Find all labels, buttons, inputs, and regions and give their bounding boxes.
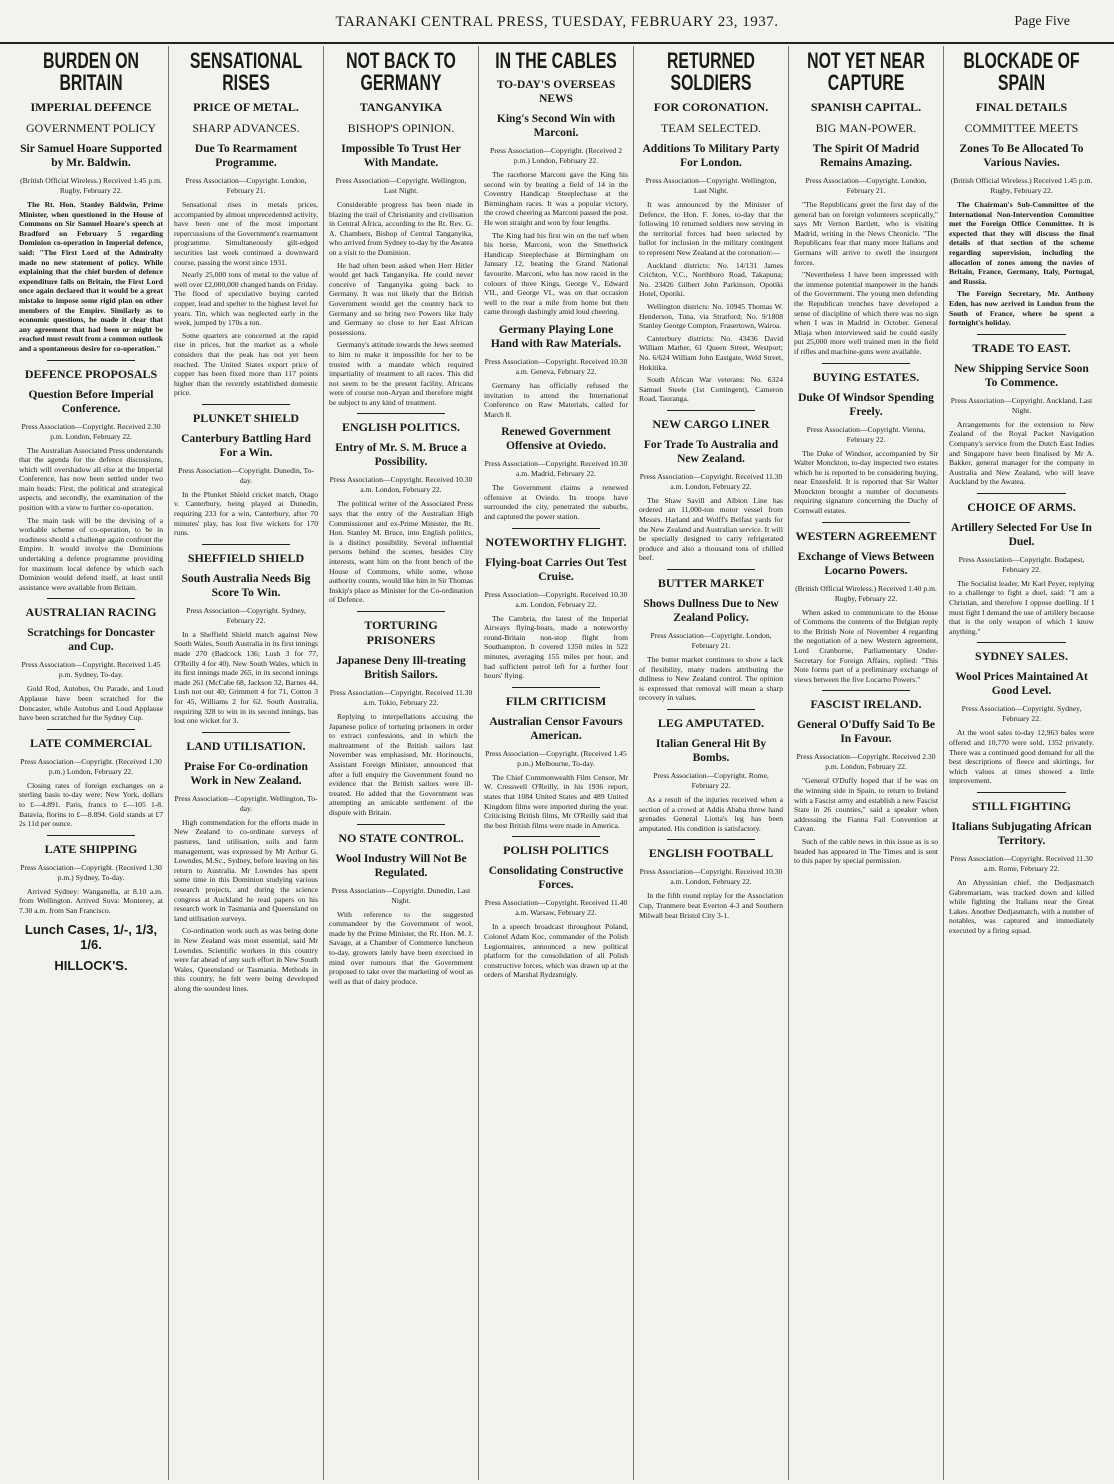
deck: Question Before Imperial Conference.: [28, 388, 154, 415]
section-heading: IMPERIAL DEFENCE: [30, 100, 152, 114]
dateline: Press Association—Copyright. London, February 21.: [805, 176, 927, 195]
headline: IN THE CABLES: [495, 48, 617, 73]
column-1: [14, 46, 169, 1480]
body-paragraph: The Chief Commonwealth Film Censor, Mr W. Cresswell O'Reilly, in his 1936 report, states that 1084 United States and 489 United Kingdom films were imported during the year. Criticising British films, Mr O'Reilly said that the best British films were made in America.: [484, 772, 628, 830]
body-paragraph: Sensational rises in metals prices, accompanied by almost unprecedented activity, have been one of the most important repercussions of the Government's rearmament programme. Simultaneously gilt-edged securities last week continued a downward course, passing the worst since 1931.: [174, 200, 318, 267]
dateline: Press Association—Copyright. Received 10.30 a.m. London, February 22.: [484, 589, 628, 609]
dateline: Press Association—Copyright. Received 10.30 a.m. London, February 22.: [639, 867, 783, 887]
section-heading: NO STATE CONTROL.: [338, 830, 464, 845]
body-paragraph: The Socialist leader, Mr Karl Peyer, replying to a challenge to fight a duel, said: "I am a Christian, and therefore I oppose duelling. If I must fight I demand the use of artillery because that is the only weapon of which I know anything.": [949, 578, 1094, 636]
section-heading: WESTERN AGREEMENT: [795, 528, 937, 543]
deck: Additions To Military Party For London.: [642, 143, 780, 169]
body-paragraph-bold: The Foreign Secretary, Mr. Anthony Eden, has now arrived in London from the South of France, where he spent a fortnight's holiday.: [949, 289, 1094, 328]
section-heading: SYDNEY SALES.: [975, 649, 1068, 664]
body-paragraph: It was announced by the Minister of Defence, the Hon. F. Jones, to-day that the following 10 returned soldiers now serving in the territorial forces had been selected by ballot for inclusion in the military contingent to represent New Zealand at the coronation:—: [639, 200, 783, 257]
body-paragraph: In the Plunket Shield cricket match, Otago v. Canterbury, being played at Dunedin, requiring 233 for a win, Canterbury, after 70 minutes' play, has lost five wickets for 170 runs.: [174, 489, 318, 538]
body-paragraph: High commendation for the efforts made in New Zealand to co-ordinate surveys of pastures, land utilisation, soils and farm management, was expressed by Mr Arthur G. Lowndes, M.Sc., Sydney, before leaving on his return to Australia. Mr Lowndes has spent some time in this Dominion studying various research projects, and during the science congress at Auckland he read papers on his research work in Tasmania and Queensland on land utilisation surveys.: [174, 817, 318, 923]
dateline: Press Association—Copyright. Received 10.30 a.m. Madrid, February 22.: [484, 459, 628, 479]
divider: [667, 709, 755, 710]
deck: Sir Samuel Hoare Supported by Mr. Baldwin.: [20, 143, 162, 169]
section-heading: PLUNKET SHIELD: [192, 410, 300, 425]
divider: [47, 360, 135, 361]
divider: [357, 413, 445, 414]
advertisement: Lunch Cases, 1/-, 1/3, 1/6.: [24, 921, 158, 952]
divider: [357, 611, 445, 612]
dateline: Press Association—Copyright. Dunedin, To-day.: [178, 465, 314, 485]
dateline: Press Association—Copyright. London, February 21.: [185, 176, 307, 195]
deck: Artillery Selected For Use In Duel.: [951, 521, 1092, 548]
divider: [47, 598, 135, 599]
section-heading: LAND UTILISATION.: [186, 738, 306, 753]
body-paragraph: Canterbury districts: No. 43436 David William Mather, 61 Queen Street, Westport; No. 6/624 William John Eastgate, Weld Street, Hokitika.: [639, 333, 783, 372]
divider: [977, 642, 1066, 643]
divider: [202, 544, 290, 545]
subheading: TEAM SELECTED.: [661, 121, 761, 135]
deck: The Spirit Of Madrid Remains Amazing.: [812, 143, 920, 169]
body-paragraph: As a result of the injuries received when a section of a crowd at Addis Ababa threw hand grenades General Liotta's leg has been amputated. His condition is satisfactory.: [639, 795, 783, 833]
deck: Wool Industry Will Not Be Regulated.: [335, 852, 467, 879]
body-paragraph: In the fifth round replay for the Association Cup, Tranmere beat Everton 4-3 and Southern Milwall beat Bristol City 3-1.: [639, 891, 783, 920]
dateline: Press Association—Copyright. Received 2.30 p.m. London, February 22.: [21, 421, 161, 441]
body-paragraph: The Government claims a renewed offensive at Oviedo. Its troops have surrounded the city, penetrated the suburbs, and captured the power station.: [484, 483, 628, 522]
dateline: Press Association—Copyright. Dunedin, Last Night.: [331, 885, 471, 905]
subheading: GOVERNMENT POLICY: [25, 121, 157, 135]
dateline: Press Association—Copyright. Received 11.40 a.m. Warsaw, February 22.: [484, 898, 628, 918]
column-4: [479, 46, 634, 1480]
deck: Scratchings for Doncaster and Cup.: [27, 627, 155, 654]
section-heading: PRICE OF METAL.: [193, 100, 299, 114]
headline: BURDEN ON BRITAIN: [43, 48, 139, 95]
deck: King's Second Win with Marconi.: [496, 113, 616, 139]
divider: [822, 690, 910, 691]
dateline: Press Association—Copyright. Received 10.30 a.m. London, February 22.: [329, 475, 473, 495]
dateline: Press Association—Copyright. Wellington, Last Night.: [645, 176, 777, 195]
section-heading: SPANISH CAPITAL.: [810, 100, 922, 114]
headline: BLOCKADE OF SPAIN: [963, 48, 1080, 95]
column-3: [324, 46, 479, 1480]
deck: TO-DAY'S OVERSEAS NEWS: [496, 79, 616, 105]
deck: Italian General Hit By Bombs.: [655, 738, 767, 764]
column-7: [944, 46, 1099, 1480]
headline: NOT BACK TO GERMANY: [346, 48, 456, 95]
headline: NOT YET NEAR CAPTURE: [807, 48, 925, 95]
section-heading: DEFENCE PROPOSALS: [24, 366, 158, 381]
section-heading: BUYING ESTATES.: [812, 369, 920, 384]
deck: Australian Censor Favours American.: [489, 715, 623, 742]
body-paragraph: Wellington districts: No. 10945 Thomas W. Henderson, Tuna, via Stratford; No. 9/1808 Stanley George Compton, Frasertown, Wairoa.: [639, 301, 783, 331]
dateline: Press Association—Copyright. Wellington, Last Night.: [335, 176, 467, 195]
dateline: Press Association—Copyright. (Received 1.45 p.m.) Melbourne, To-day.: [485, 748, 627, 768]
body-paragraph: The racehorse Marconi gave the King his second win by beating a field of 14 in the Coventry Handicap Steeplechase at the Birmingham races. It was a popular victory, the crowd cheering as Marconi passed the post. He won straight and won by four lengths.: [484, 170, 628, 227]
body-paragraph: In a Sheffield Shield match against New South Wales, South Australia in its first innings made 270 (Badcock 136; Lush 3 for 77, O'Reilly 4 for 40). New South Wales, which in its first innings made 265, in its second innings made 261 (McCabe 68, Jackson 32, Barnes 44, Lush not out 40; Grimmett 4 for 71, Cotton 3 for 45, Williams 2 for 62. South Australia, requiring 328 to win in its second innings, has lost one wicket for 3.: [174, 629, 318, 726]
divider: [977, 334, 1066, 335]
dateline: Press Association—Copyright. Received 10.30 a.m. Geneva, February 22.: [484, 356, 628, 376]
section-heading: AUSTRALIAN RACING: [25, 605, 157, 620]
section-heading: FILM CRITICISM: [505, 693, 607, 708]
dateline: Press Association—Copyright. Auckland, Last Night.: [950, 395, 1093, 415]
body-paragraph: When asked to communicate to the House of Commons the contents of the Belgian reply to the British Note of November 4 regarding the negotiation of a new Western agreement, Lord Cranborne, Parliamentary Under-Secretary for Foreign Affairs, replied: "This Note forms part of a preliminary exchange of views between the five Locarno Powers.": [794, 607, 938, 684]
body-paragraph: Such of the cable news in this issue as is so headed has appeared in The Times and is sent to this paper by special permission.: [794, 836, 938, 866]
divider: [667, 569, 755, 570]
column-6: [789, 46, 944, 1480]
dateline: Press Association—Copyright. Sydney, February 22.: [961, 704, 1082, 724]
section-heading: FOR CORONATION.: [653, 100, 769, 114]
deck: Japanese Deny Ill-treating British Sailors.: [336, 655, 466, 681]
deck: Praise For Co-ordination Work in New Zealand.: [184, 760, 308, 787]
dateline: (British Official Wireless.) Received 1.45 p.m. Rugby, February 22.: [950, 176, 1093, 195]
body-paragraph: Replying to interpellations accusing the Japanese police of torturing prisoners in order to extract confessions, and in which the maltreatment of the British sailors last November was emphasised, Mr. Horinouchi, Assistant Foreign Minister, announced that after a full enquiry the Government found no evidence that the British sailors were ill-treated. He added that the Government was attempting an amicable settlement of the dispute with Britain.: [329, 712, 473, 817]
dateline: Press Association—Copyright. Rome, February 22.: [653, 771, 769, 790]
dateline: Press Association—Copyright. London, February 21.: [650, 631, 772, 651]
dateline: Press Association—Copyright. Budapest, February 22.: [958, 554, 1085, 574]
dateline: Press Association—Copyright. Wellington, To-day.: [174, 793, 318, 813]
body-paragraph: The Australian Associated Press understands that the agenda for the defence discussions, which will overshadow all else at the Imperial Conference, has now been settled under two main heads: First, the political and strategical aspects, and secondly, the examination of the position with a view to further co-operation.: [19, 445, 163, 513]
section-heading: FASCIST IRELAND.: [810, 697, 922, 712]
body-paragraph: Closing rates of foreign exchanges on a sterling basis to-day were: New York, dollars to £—4.891. Paris, francs to £—105 1-8. Batavia, florins to £—8.894. Gold stands at £7 2s 11d per ounce.: [19, 780, 163, 829]
divider: [512, 836, 600, 837]
body-paragraph: Nearly 25,000 tons of metal to the value of well over £2,000,000 changed hands on Friday. The flood of speculative buying carried copper, lead and spelter to the highest level for years. Tin, which was neglected early in the week, jumped by 170s a ton.: [174, 270, 318, 328]
subheading: COMMITTEE MEETS: [964, 121, 1079, 135]
dateline: Press Association—Copyright. Vienna, February 22.: [806, 424, 926, 444]
divider: [512, 687, 600, 688]
section-heading: TANGANYIKA: [359, 100, 443, 114]
dateline: Press Association—Copyright. Received 11.30 a.m. Tokio, February 22.: [329, 688, 473, 707]
deck: Wool Prices Maintained At Good Level.: [955, 671, 1088, 698]
section-heading: LATE COMMERCIAL: [29, 735, 153, 750]
body-paragraph: The Shaw Savill and Albion Line has ordered an 11,000-ton motor vessel from Messrs. Harland and Wolff's Belfast yards for the New Zealand and Australian service. It will be specially designed to carry refrigerated produce and also a thousand tons of chilled beef.: [639, 495, 783, 563]
deck: Exchange of Views Between Locarno Powers.: [797, 550, 935, 577]
divider: [822, 363, 910, 364]
section-heading: ENGLISH POLITICS.: [341, 420, 461, 435]
divider: [977, 792, 1066, 793]
dateline: Press Association—Copyright. Received 11.30 a.m. Rome, February 22.: [950, 854, 1093, 873]
body-paragraph: With reference to the suggested commandeer by the Government of wool, made by the Prime Minister, the Rt. Hon. M. J. Savage, at a Chamber of Commerce luncheon to-day, growers lately have been exercised in mind over rumours that the Government proposed to take over the marketing of wool as well as that of dairy produce.: [329, 909, 473, 986]
divider: [667, 410, 755, 411]
divider: [202, 404, 290, 405]
body-paragraph: Arrived Sydney: Wanganella, at 8.10 a.m. from Wellington. Arrived Suva: Monterey, at 7.30 a.m. from San Francisco.: [19, 886, 163, 915]
deck: Zones To Be Allocated To Various Navies.: [959, 143, 1084, 169]
subheading: BISHOP'S OPINION.: [347, 121, 455, 135]
body-paragraph: The butter market continues to show a lack of flexibility, many traders attributing the dullness to New Zealand control. The opinion is expressed that removal will mean a sharp recovery in values.: [639, 655, 783, 703]
dateline: (British Official Wireless.) Received 1.40 p.m. Rugby, February 22.: [795, 583, 937, 603]
section-heading: LATE SHIPPING: [44, 841, 138, 856]
divider: [357, 824, 445, 825]
deck: Renewed Government Offensive at Oviedo.: [501, 426, 611, 453]
section-heading: POLISH POLITICS: [503, 843, 609, 858]
subheading: SHARP ADVANCES.: [192, 121, 300, 135]
columns: [14, 46, 1104, 1480]
masthead-title: TARANAKI CENTRAL PRESS, TUESDAY, FEBRUARY 23, 1937.: [335, 14, 779, 30]
deck: Flying-boat Carries Out Test Cruise.: [485, 556, 627, 583]
deck: South Australia Needs Big Score To Win.: [181, 572, 311, 599]
advertisement: HILLOCK'S.: [54, 957, 128, 973]
section-heading: BUTTER MARKET: [657, 576, 765, 591]
deck: Entry of Mr. S. M. Bruce a Possibility.: [335, 442, 467, 469]
dateline: Press Association—Copyright. Received 11.30 a.m. London, February 22.: [639, 471, 783, 491]
section-heading: FINAL DETAILS: [975, 100, 1068, 114]
body-paragraph-bold: The Chairman's Sub-Committee of the International Non-Intervention Committee met the Foreign Office Committee. It is expected that they will discuss the final details of that section of the scheme regarding supervision, including the allocation of zones among the navies of Britain, France, Germany, Italy, Portugal, and Russia.: [949, 200, 1094, 286]
section-heading: TRADE TO EAST.: [972, 340, 1071, 355]
section-heading: LEG AMPUTATED.: [657, 716, 765, 730]
body-paragraph: The Duke of Windsor, accompanied by Sir Walter Monckton, to-day inspected two estates which he is reported to be considering buying, near Enzesfeld. It is reported that Sir Walter Monckton brought a number of documents requiring signature concerning the Duchy of Cornwall estates.: [794, 448, 938, 516]
section-heading: NOTEWORTHY FLIGHT.: [485, 534, 627, 549]
page-number: Page Five: [1014, 14, 1070, 29]
deck: Duke Of Windsor Spending Freely.: [798, 391, 934, 418]
divider: [47, 729, 135, 730]
body-paragraph: Auckland districts: No. 14/131 James Crichton, V.C., Northboro Road, Takapuna; No. 23426 Gilbert John Parkinson, Opotiki Hotel, Opotiki.: [639, 260, 783, 299]
column-5: [634, 46, 789, 1480]
section-heading: CHOICE OF ARMS.: [967, 499, 1076, 514]
deck: For Trade To Australia and New Zealand.: [643, 438, 779, 465]
body-paragraph: Considerable progress has been made in blazing the trail of Christianity and civilisation in Central Africa, according to the Rt. Rev. G. A. Chambers, Bishop of Central Tanganyika, who arrived from Sydney to-day by the Awatea on a visit to the Dominion.: [329, 200, 473, 257]
column-2: [169, 46, 324, 1480]
deck: Canterbury Battling Hard For a Win.: [181, 432, 311, 459]
divider: [977, 493, 1066, 494]
body-paragraph: Gold Rod, Autobus, Ou Parade, and Loud Applause have been scratched for the Doncaster, while Autobus and Loud Applause have been scratched for the Sydney Cup.: [19, 684, 163, 723]
body-paragraph: The King had his first win on the turf when his horse, Marconi, won the Smethwick Handicap Steeplechase at Birmingham on January 12, beating the Grand National favourite. Marconi, who has now raced in the colours of three Kings, George V., Edward VII., and George VI., was on that occasion well to the rear a mile from home but then came through dashingly amid loud cheering.: [484, 230, 628, 317]
headline: RETURNED SOLDIERS: [666, 48, 755, 95]
deck: New Shipping Service Soon To Commence.: [954, 362, 1089, 389]
body-paragraph: South African War veterans: No. 6324 Samuel Steele (1st Contingent), Cameron Road, Tauranga.: [639, 375, 783, 404]
deck: Germany Playing Lone Hand with Raw Materials.: [490, 323, 622, 350]
body-paragraph: The Cambria, the latest of the Imperial Airways flying-boats, made a noteworthy round-Britain non-stop flight from Southampton. It covered 1350 miles in 522 minutes, averaging 155 miles per hour, and had sufficient petrol left for a further four hours' flying.: [484, 613, 628, 681]
body-paragraph: At the wool sales to-day 12,963 bales were offered and 10,770 were sold, 1352 privately. There was a continued good demand for all the best descriptions of fleece and skirtings, for which values at times showed a little improvement.: [949, 728, 1094, 786]
section-heading: STILL FIGHTING: [971, 799, 1072, 813]
section-heading: TORTURING PRISONERS: [364, 618, 438, 647]
body-paragraph: Germany's attitude towards the Jews seemed to him to make it impossible for her to be trusted with a mandate which required impartiality of treatment to all races. This did not seem to be the present facility. Africans were of course non-Aryan and therefore might be subject to any kind of treatment.: [329, 340, 473, 407]
dateline: Press Association—Copyright. Received 1.45 p.m. Sydney, To-day.: [21, 660, 161, 680]
dateline: Press Association—Copyright. (Received 1.30 p.m.) London, February 22.: [20, 756, 162, 776]
divider: [47, 835, 135, 836]
body-paragraph: Arrangements for the extension to New Zealand of the Royal Packet Navigation Company's service from the Dutch East Indies and Singapore have been finalised by Mr A. Bakker, general manager for the company in Australia and New Zealand, who will leave Auckland by the Awatea.: [949, 419, 1094, 487]
dateline: (British Official Wireless.) Received 1.45 p.m. Rugby, February 22.: [20, 176, 162, 195]
dateline: Press Association—Copyright. Sydney, February 22.: [186, 605, 306, 625]
body-paragraph: "The Republicans greet the first day of the general ban on foreign volunteers sceptically," says Mr Vernon Bartlett, who is visiting Madrid, writing in the News Chronicle. "The Republicans fear that many more Italians and Germans will arrive to swell the insurgent forces.: [794, 200, 938, 267]
dateline: Press Association—Copyright. (Received 1.30 p.m.) Sydney, To-day.: [20, 862, 162, 882]
body-paragraph: "General O'Duffy hoped that if he was on the winning side in Spain, to return to Ireland with a Fascist army and establish a new Fascist State in 26 counties," said a speaker when addressing the Fianna Fail Convention at Cavan.: [794, 776, 938, 834]
masthead: [0, 0, 1114, 44]
deck: Impossible To Trust Her With Mandate.: [341, 143, 461, 169]
body-paragraph: Co-ordination work such as was being done in New Zealand was most essential, said Mr Lowndes. Scientific workers in this country were far ahead of any such effort in New South Wales, Queensland or Tasmania. Methods in this country, he felt were being developed along the soundest lines.: [174, 926, 318, 993]
body-paragraph: "Nevertheless I have been impressed with the immense potential manpower in the hands of the Government. The young men defending the Republican trenches have developed a sense of discipline of which there was no sign when I was in Madrid in October. General Miaja when interviewed said he could easily put 25,000 more well trained men in the field if rifles and machine-guns were available.: [794, 270, 938, 356]
subheading: BIG MAN-POWER.: [815, 121, 917, 135]
body-paragraph: The political writer of the Associated Press says that the entry of the Australian High Commissioner and ex-Prime Minister, the Rt. Hon. Stanley M. Bruce, into English politics, is a distinct possibility. Several influential persons behind the scenes, besides City interests, want him on the front bench of the House of Commons, while some, whose authority counts, would like him in Sir Thomas Inskip's place as Minister for the Co-ordination of Defence.: [329, 499, 473, 605]
deck: Shows Dullness Due to New Zealand Policy.: [643, 598, 779, 625]
body-paragraph: He had often been asked when Herr Hitler would get back Tanganyika. He could never conceive of Tanganyika going back to Germany. It was not likely that the British Government would get the country back to Germany and so bring two Powers like Italy and Germany so close to her East African possessions.: [329, 260, 473, 337]
body-paragraph: The main task will be the devising of a workable scheme of co-operation, to be in readiness should a challenge again confront the Empire. It would involve the Dominions undertaking a defence programme providing for maximum local defence by which each Dominion would defend itself, at least until assistance were available from Britain.: [19, 515, 163, 592]
headline: SENSATIONAL RISES: [189, 48, 303, 95]
body-paragraph: An Abyssinian chief, the Dedjasmatch Gabremariam, was tracked down and killed while fighting the Italians near the Great Lakes. Another Dedjasmatch, with a number of notables, was captured and immediately executed by a firing squad.: [949, 878, 1094, 935]
deck: General O'Duffy Said To Be In Favour.: [796, 719, 936, 746]
deck: Italians Subjugating African Territory.: [951, 821, 1092, 847]
section-heading: SHEFFIELD SHIELD: [187, 550, 305, 565]
divider: [512, 528, 600, 529]
section-heading: NEW CARGO LINER: [652, 416, 770, 431]
body-paragraph-bold: The Rt. Hon. Stanley Baldwin, Prime Minister, when questioned in the House of Commons on Sir Samuel Hoare's speech at Bradford on February 5 regarding Dominion co-operation in Imperial defence, said: "The First Lord of the Admiralty made no new statement of policy. While explaining that the chief burden of defence expenditure falls on Britain, the First Lord once again declared that it would be a great mistake to impose some rigid plan on other members of the Empire. Similarly as to economic questions, he made it clear that any agreement that had been or might be reached must result from a common outlook and a spontaneous desire for co-operation.": [19, 200, 163, 353]
deck: Due To Rearmament Programme.: [194, 143, 298, 169]
section-heading: ENGLISH FOOTBALL: [648, 846, 774, 861]
deck: Consolidating Constructive Forces.: [488, 865, 624, 892]
divider: [667, 839, 755, 840]
divider: [202, 732, 290, 733]
body-paragraph: In a speech broadcast throughout Poland, Colonel Adam Koc, commander of the Polish Legionnaires, announced a new political platform for the consolidation of all Polish constructive forces, which was drawn up at the orders of Marshal Rydzsmigly.: [484, 922, 628, 980]
divider: [822, 522, 910, 523]
dateline: Press Association—Copyright. (Received 2 p.m.) London, February 22.: [489, 146, 623, 165]
body-paragraph: Germany has officially refused the invitation to attend the International Conference on Raw Materials, called for March 8.: [484, 380, 628, 419]
body-paragraph: Some quarters are concerned at the rapid rise in prices, but the market as a whole considers that the peak has not yet been reached. The United States export price of copper has been fixed more than 117 points higher than the recently established domestic price.: [174, 330, 318, 398]
dateline: Press Association—Copyright. Received 2.30 p.m. London, February 22.: [796, 752, 936, 772]
